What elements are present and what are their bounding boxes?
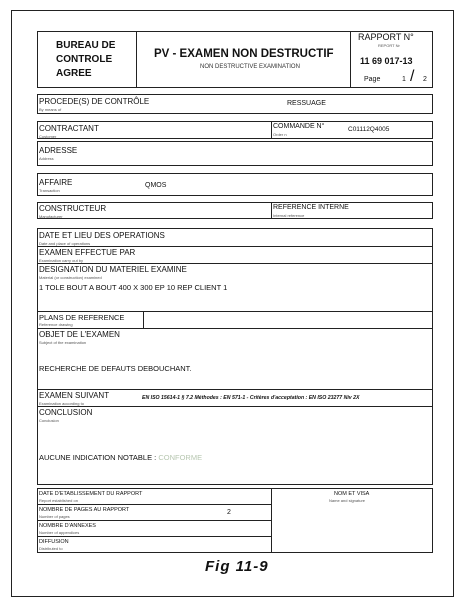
constructeur-row — [37, 202, 433, 219]
page-total: 2 — [423, 76, 427, 83]
footer-block — [37, 488, 433, 553]
designation-value: 1 TOLE BOUT A BOUT 400 X 300 EP 10 REP CLIENT 1 — [39, 283, 228, 292]
objet-sub: Subject of the examination — [39, 340, 87, 345]
page-current: 1 — [402, 76, 406, 83]
constructeur-sub: Manufacturer — [39, 214, 63, 219]
designation-sub: Material (or construction) examined — [39, 275, 102, 280]
procede-label: PROCEDE(S) DE CONTRÔLE — [39, 97, 150, 106]
suivant-label: EXAMEN SUIVANT — [39, 391, 110, 400]
conforme-text: CONFORME — [158, 453, 203, 462]
nombre-pages-value: 2 — [227, 509, 231, 516]
date-etablissement-label: DATE D'ETABLISSEMENT DU RAPPORT — [39, 491, 143, 497]
header-block — [37, 31, 433, 88]
conclusion-text: AUCUNE INDICATION NOTABLE : — [39, 453, 159, 462]
procede-value: RESSUAGE — [287, 100, 326, 107]
conclusion-sub: Conclusion — [39, 418, 59, 423]
figure-caption: Fig 11-9 — [205, 558, 269, 575]
ref-interne-sub: Internal reference — [273, 213, 305, 218]
commande-value: C01112Q4005 — [348, 126, 390, 133]
constructeur-label: CONSTRUCTEUR — [39, 204, 107, 213]
plans-label: PLANS DE REFERENCE — [39, 313, 125, 322]
rapport-sub: REPORT Nr — [378, 43, 400, 48]
nombre-pages-sub: Number of pages — [39, 514, 70, 519]
procede-sub: By means of — [39, 107, 62, 112]
affaire-row — [37, 173, 433, 196]
bureau-title: BUREAU DE CONTROLE AGREE — [56, 40, 116, 79]
report-subtitle: NON DESTRUCTIVE EXAMINATION — [200, 64, 300, 70]
examen-par-label: EXAMEN EFFECTUE PAR — [39, 248, 136, 257]
annexes-sub: Number of appendices — [39, 530, 80, 535]
rapport-number: 11 69 017-13 — [360, 56, 413, 66]
nombre-pages-label: NOMBRE DE PAGES AU RAPPORT — [39, 507, 130, 513]
designation-label: DESIGNATION DU MATERIEL EXAMINE — [39, 265, 187, 274]
objet-label: OBJET DE L'EXAMEN — [39, 330, 120, 339]
commande-label: COMMANDE N° — [273, 123, 325, 130]
plans-sub: Reference drawing — [39, 322, 73, 327]
rapport-label: RAPPORT N° — [358, 32, 414, 42]
affaire-value: QMOS — [145, 182, 167, 189]
nom-visa-label: NOM ET VISA — [334, 491, 370, 497]
procede-row — [37, 94, 433, 114]
commande-sub: Order n — [273, 132, 287, 137]
diffusion-label: DIFFUSION — [39, 539, 69, 545]
contractant-row — [37, 121, 433, 139]
suivant-sub: Examination according to — [39, 401, 84, 406]
adresse-label: ADRESSE — [39, 146, 78, 155]
affaire-sub: Transaction — [39, 188, 60, 193]
conclusion-label: CONCLUSION — [39, 408, 93, 417]
page-label: Page — [364, 76, 381, 83]
affaire-label: AFFAIRE — [39, 178, 73, 187]
page-separator: / — [410, 68, 415, 85]
annexes-label: NOMBRE D'ANNEXES — [39, 523, 96, 529]
ref-interne-label: REFERENCE INTERNE — [273, 204, 349, 211]
suivant-value: EN ISO 15614-1 § 7.2 Méthodes : EN 571-1 - Critères d'acceptation : EN ISO 23277 Niv 2X — [142, 395, 360, 401]
date-etablissement-sub: Report established on — [39, 498, 78, 503]
examen-par-sub: Examination carry out by — [39, 258, 84, 263]
contractant-label: CONTRACTANT — [39, 124, 99, 133]
date-lieu-sub: Date and place of operations — [39, 241, 91, 246]
objet-value: RECHERCHE DE DEFAUTS DEBOUCHANT. — [39, 364, 192, 373]
details-block — [37, 228, 433, 485]
adresse-sub: Address — [39, 156, 54, 161]
adresse-row — [37, 141, 433, 166]
contractant-sub: Customer — [39, 134, 57, 139]
diffusion-sub: Distributed to — [39, 546, 63, 551]
conclusion-value — [39, 453, 202, 462]
report-title: PV - EXAMEN NON DESTRUCTIF — [154, 48, 334, 60]
nom-visa-sub: Name and signature — [329, 498, 366, 503]
date-lieu-label: DATE ET LIEU DES OPERATIONS — [39, 231, 165, 240]
